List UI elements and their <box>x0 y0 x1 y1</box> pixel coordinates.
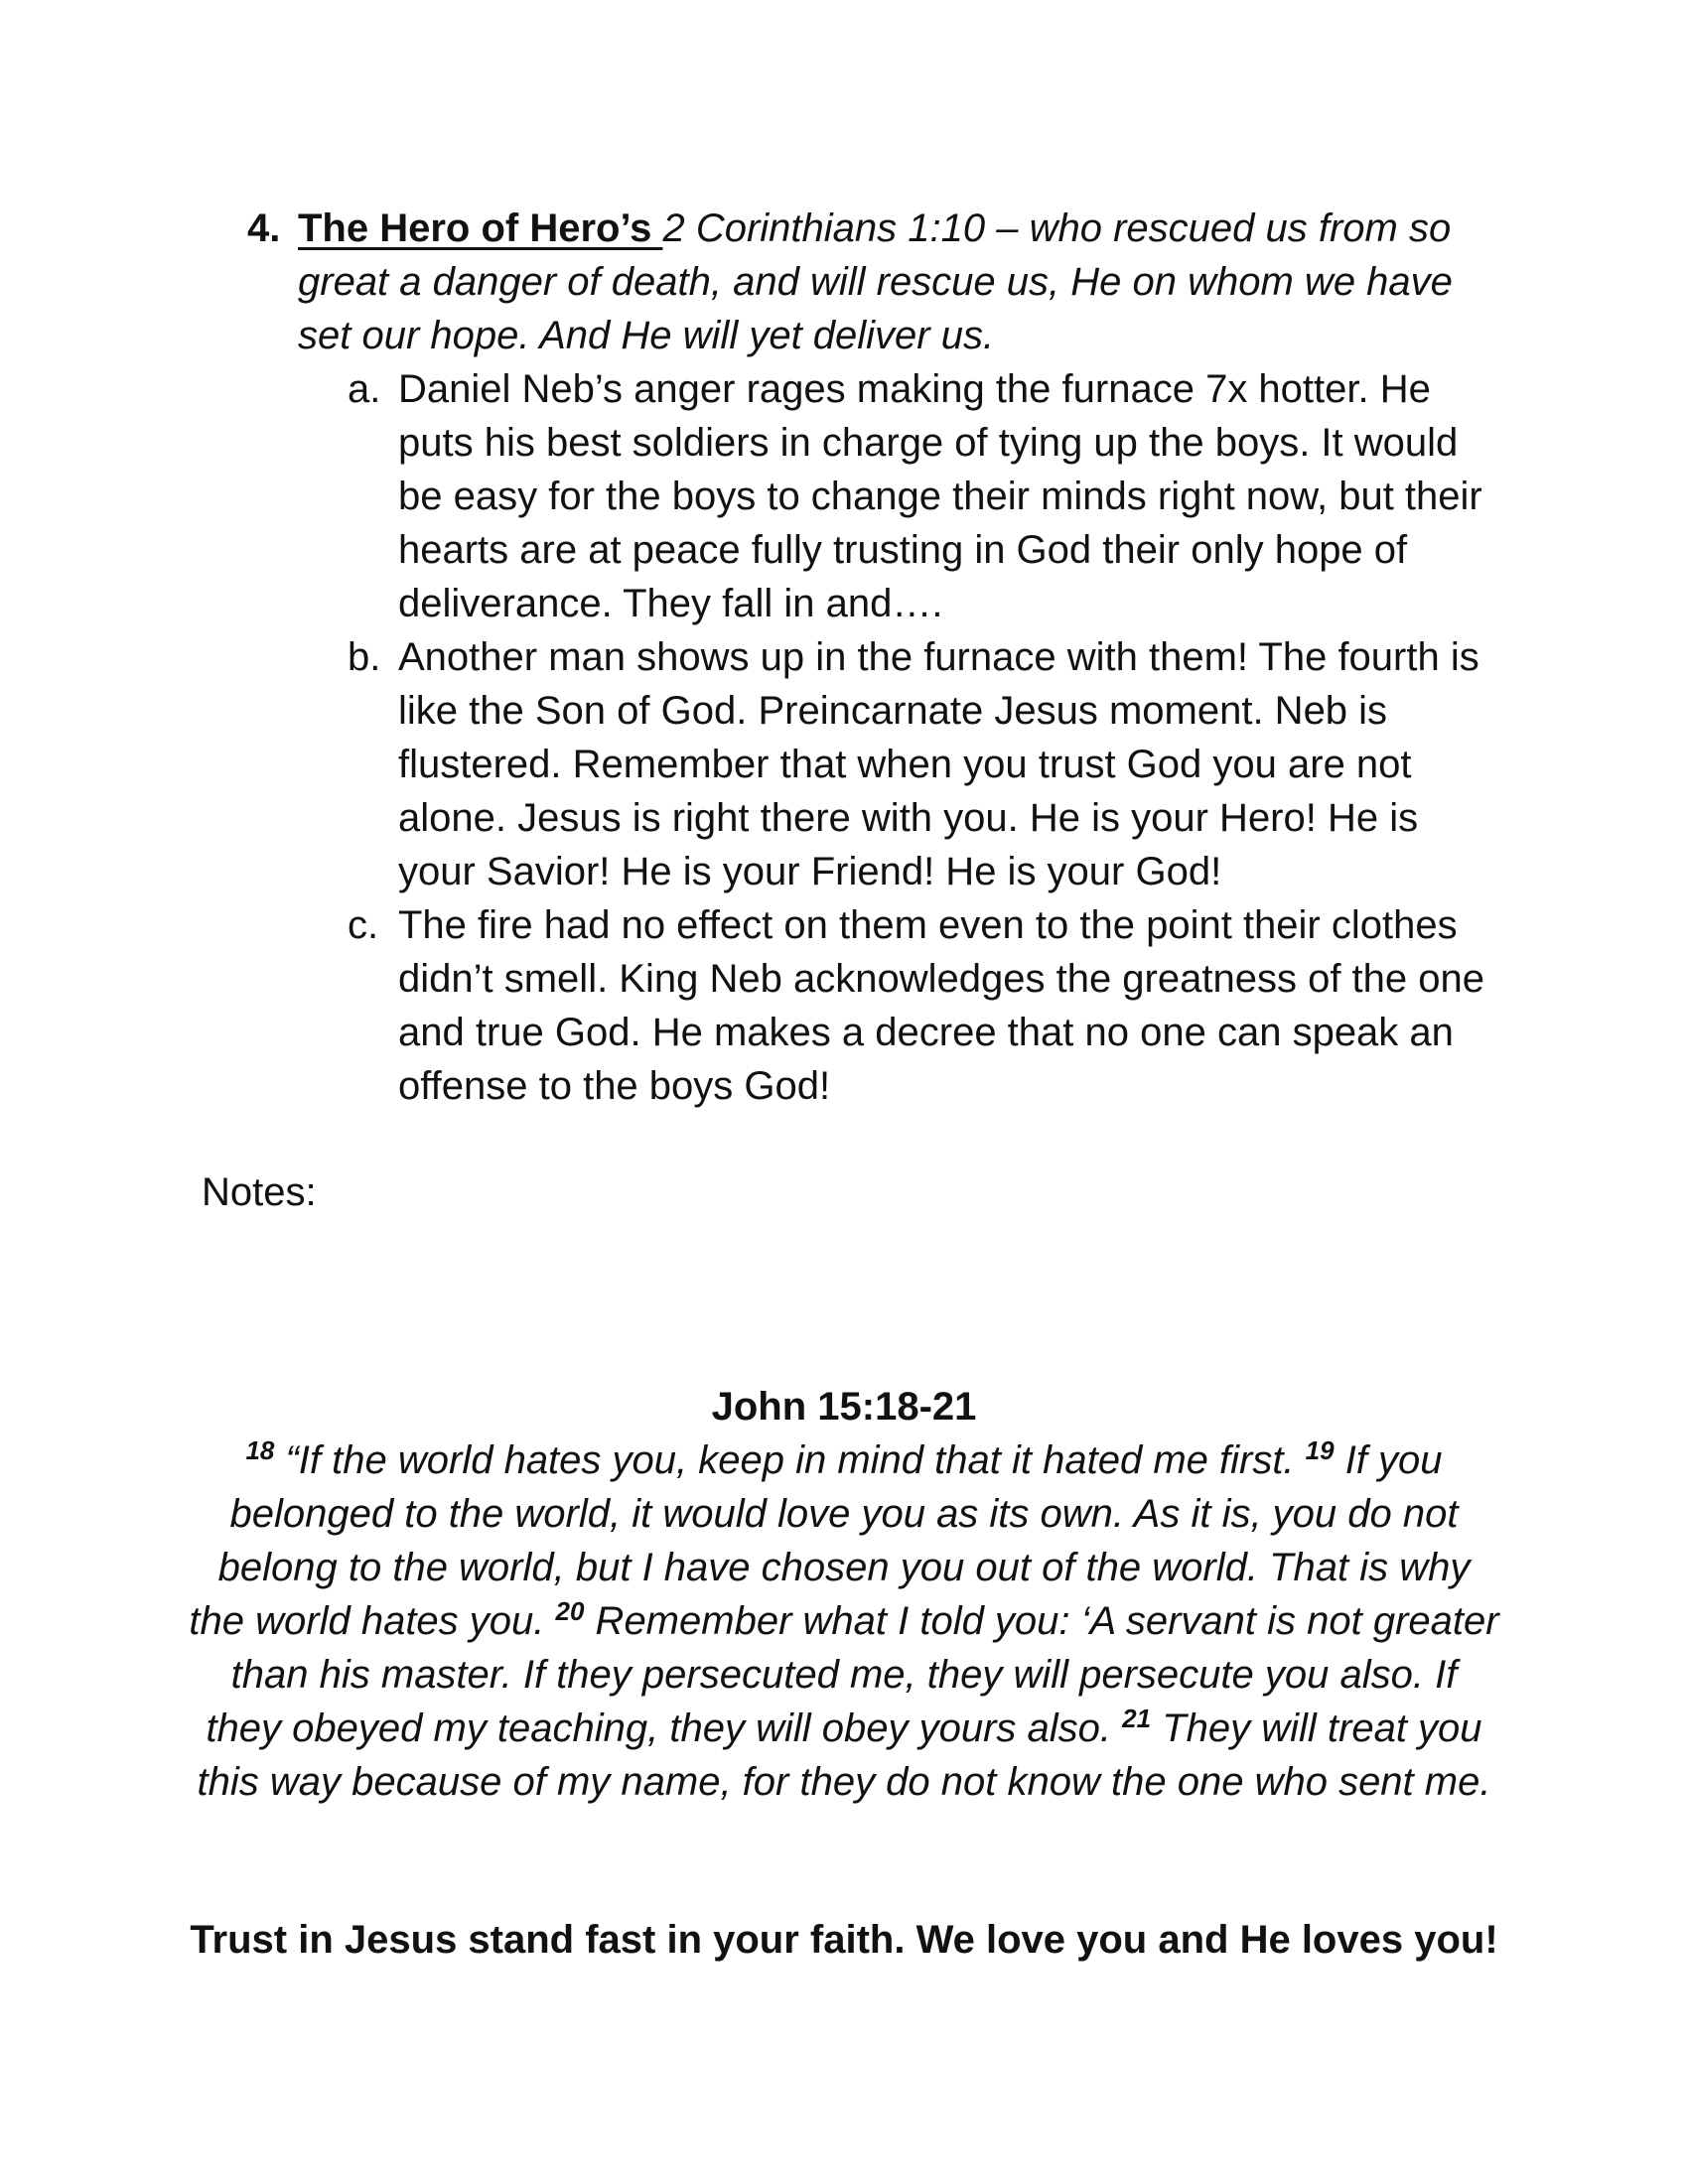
outline-section <box>247 202 1489 1113</box>
passage-text <box>189 1433 1499 1809</box>
item-number: 4. <box>247 206 281 250</box>
verse-number: 19 <box>1305 1435 1335 1465</box>
subitem-a <box>298 362 1489 630</box>
subitem-text: Daniel Neb’s anger rages making the furnace 7x hotter. He puts his best soldiers in charge of tying up the boys. It would be easy for the boys to change their minds right now, but their hearts are at peace fully trusting in God their only hope of deliverance. They fall in and…. <box>398 367 1482 625</box>
verse-number: 21 <box>1122 1704 1152 1733</box>
subitem-text: The fire had no effect on them even to the point their clothes didn’t smell. King Neb acknowledges the greatness of the one and true God. He makes a decree that no one can speak an offense to the boys God! <box>398 903 1485 1108</box>
subitem-text: Another man shows up in the furnace with them! The fourth is like the Son of God. Preincarnate Jesus moment. Neb is flustered. Remember that when you trust God you are not alone. Jesus is right there with you. He is your Hero! He is your Savior! He is your Friend! He is your God! <box>398 635 1479 893</box>
subitem-letter: a. <box>348 367 381 411</box>
verse-number: 20 <box>555 1596 585 1626</box>
passage-reference: John 15:18-21 <box>711 1385 977 1429</box>
closing-statement: Trust in Jesus stand fast in your faith. We love you and He loves you! <box>190 1918 1498 1962</box>
subitem-letter: c. <box>348 903 379 947</box>
subitem-b <box>298 630 1489 898</box>
subitem-c <box>298 898 1489 1113</box>
notes-label: Notes: <box>202 1170 317 1214</box>
subitem-letter: b. <box>348 635 381 679</box>
verse-text: Remember what I told you: ‘A servant is not greater than his master. If they persecuted me, they will persecute you also. If they obeyed my teaching, they will obey yours also. <box>206 1599 1499 1750</box>
verse-text: If you belonged to the world, it would love you as its own. As it is, you do not belong to the world, but I have chosen you out of the world. That is why the world hates you. <box>189 1438 1471 1643</box>
subitem-list <box>298 362 1489 1113</box>
scripture-passage <box>189 1380 1499 1809</box>
verse-text: They will treat you this way because of my name, for they do not know the one who sent me. <box>197 1706 1491 1804</box>
item-title: The Hero of Hero’s <box>298 206 663 250</box>
verse-number: 18 <box>245 1435 275 1465</box>
item-scripture: 2 Corinthians 1:10 – who rescued us from so great a danger of death, and will rescue us, He on whom we have set our hope. And He will yet deliver us. <box>298 206 1453 357</box>
verse-text: “If the world hates you, keep in mind that it hated me first. <box>274 1438 1306 1482</box>
outline-item-4 <box>247 202 1489 362</box>
